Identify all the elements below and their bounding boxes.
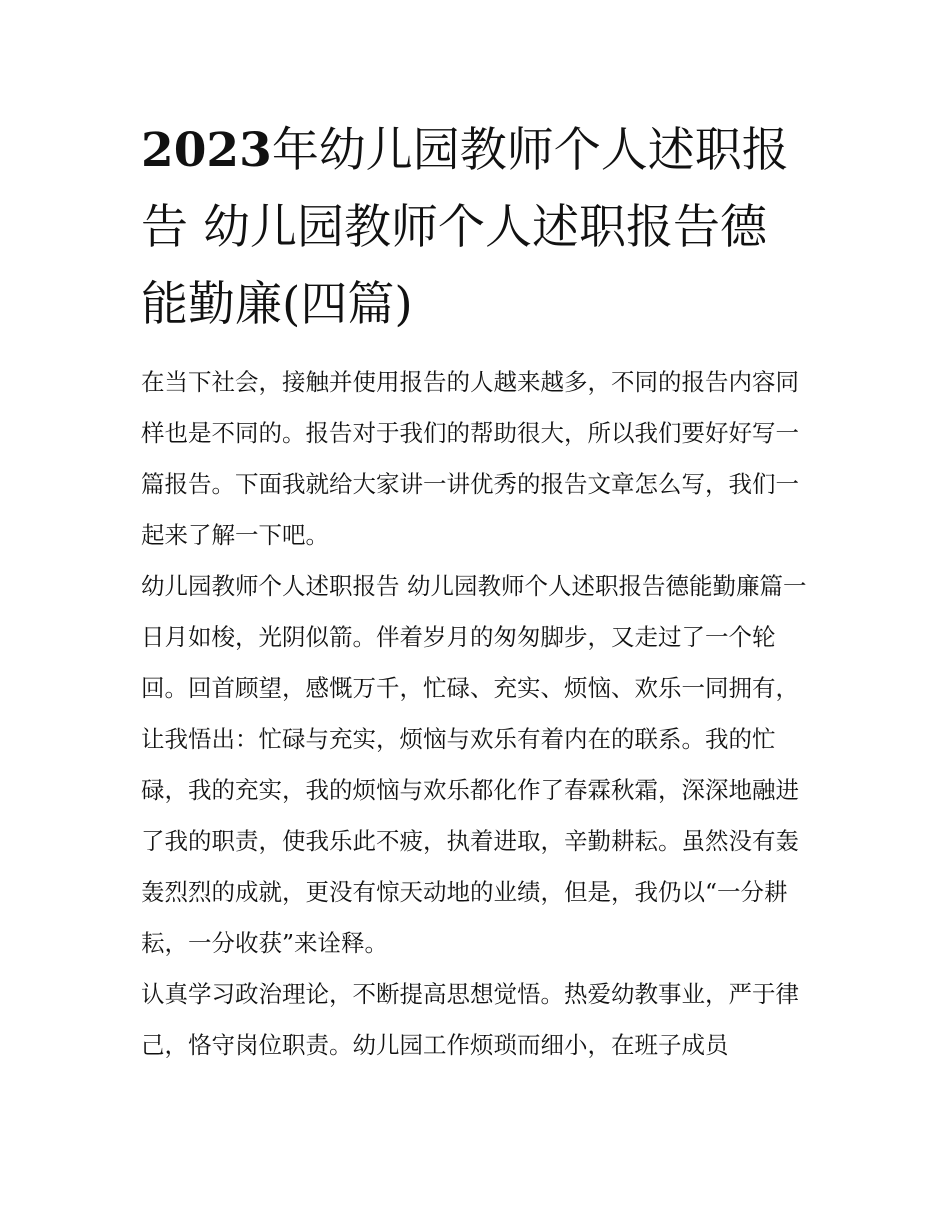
title-text: 年幼儿园教师个人述职报告 幼儿园教师个人述职报告德能勤廉(四篇) [141, 123, 789, 332]
body-paragraph: 日月如梭，光阴似箭。伴着岁月的匆匆脚步，又走过了一个轮回。回首顾望，感慨万千，忙碌、充实、烦恼、欢乐一同拥有，让我悟出：忙碌与充实，烦恼与欢乐有着内在的联系。我的忙碌，我的充实，我的烦恼与欢乐都化作了春霖秋霜，深深地融进了我的职责，使我乐此不疲，执着进取，辛勤耕耘。虽然没有轰轰烈烈的成就，更没有惊天动地的业绩，但是，我仍以“一分耕耘，一分收获”来诠释。 [141, 623, 799, 957]
section-heading: 幼儿园教师个人述职报告 幼儿园教师个人述职报告德能勤廉篇一 [141, 572, 807, 600]
title-year: 2023 [141, 123, 272, 178]
document-title [141, 112, 813, 343]
document-body [141, 112, 813, 1071]
intro-paragraph: 在当下社会，接触并使用报告的人越来越多，不同的报告内容同样也是不同的。报告对于我们的帮助很大，所以我们要好好写一篇报告。下面我就给大家讲一讲优秀的报告文章怎么写，我们一起来了解一下吧。 [141, 368, 799, 549]
body-paragraph: 认真学习政治理论，不断提高思想觉悟。热爱幼教事业，严于律己，恪守岗位职责。幼儿园工作烦琐而细小，在班子成员 [141, 980, 799, 1059]
